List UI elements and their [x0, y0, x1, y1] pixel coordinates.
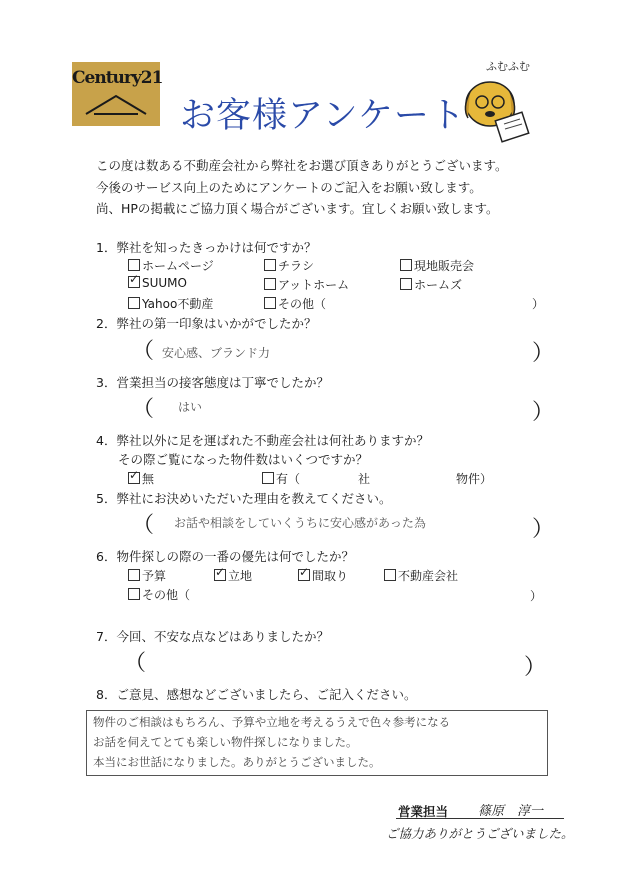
q2-close-paren: ）	[532, 341, 555, 366]
checkbox[interactable]	[128, 588, 140, 600]
page-title: お客様アンケート	[180, 96, 466, 136]
mascot-caption: ふむふむ	[486, 60, 530, 73]
question-6: 6．物件探しの際の一番の優先は何でしたか？	[96, 549, 354, 564]
question-5: 5．弊社にお決めいただいた理由を教えてください。	[96, 491, 392, 506]
q6-option-layout[interactable]: ✓ 間取り	[298, 567, 348, 584]
checkbox-checked[interactable]	[298, 569, 310, 581]
q5-open-paren: （	[132, 513, 155, 538]
q4-unit-property: 物件）	[456, 472, 493, 486]
q4-unit-company: 社	[358, 472, 371, 486]
q6-option-agency[interactable]: 不動産会社	[384, 567, 458, 584]
logo-text: Century21	[72, 68, 163, 88]
comment-box[interactable]	[86, 710, 548, 776]
checkbox[interactable]	[264, 259, 276, 271]
q3-answer[interactable]: はい	[178, 400, 203, 414]
q6-option-budget[interactable]: 予算	[128, 567, 166, 584]
thanks-message: ご協力ありがとうございました。	[386, 826, 574, 841]
sales-rep-name: 篠原 淳一	[478, 804, 544, 819]
checkbox[interactable]	[264, 278, 276, 290]
q2-open-paren: （	[132, 339, 155, 364]
q7-close-paren: ）	[524, 655, 547, 680]
q7-open-paren: （	[124, 651, 147, 676]
q2-answer[interactable]: 安心感、ブランド力	[162, 346, 271, 360]
checkbox[interactable]	[400, 259, 412, 271]
q6-option-location[interactable]: ✓ 立地	[214, 567, 252, 584]
q6-other-close: ）	[530, 589, 543, 603]
checkbox[interactable]	[128, 569, 140, 581]
checkbox-checked[interactable]	[128, 276, 140, 288]
question-4: 4．弊社以外に足を運ばれた不動産会社は何社ありますか？	[96, 433, 429, 448]
question-2: 2．弊社の第一印象はいかがでしたか？	[96, 316, 317, 331]
q1-option-yahoo[interactable]: Yahoo不動産	[128, 295, 213, 312]
q3-close-paren: ）	[532, 400, 555, 425]
checkbox[interactable]	[264, 297, 276, 309]
intro-line-1: この度は数ある不動産会社から弊社をお選び頂きありがとうございます。	[96, 158, 508, 173]
dog-reading-icon	[452, 58, 542, 148]
comment-line-2: お話を伺えてとても楽しい物件探しになりました。	[93, 735, 358, 749]
sales-rep-label: 営業担当	[398, 804, 449, 819]
q1-option-athome[interactable]: アットホーム	[264, 276, 349, 293]
q1-option-open-house[interactable]: 現地販売会	[400, 257, 474, 274]
intro-line-3: 尚、HPの掲載にご協力頂く場合がございます。宜しくお願い致します。	[96, 201, 499, 216]
q1-option-homes[interactable]: ホームズ	[400, 276, 462, 293]
comment-line-3: 本当にお世話になりました。ありがとうございました。	[93, 755, 381, 769]
question-7: 7．今回、不安な点などはありましたか？	[96, 629, 329, 644]
q4-option-yes[interactable]: 有（	[262, 470, 300, 487]
checkbox-checked[interactable]	[128, 472, 140, 484]
q5-close-paren: ）	[532, 517, 555, 542]
q1-option-other[interactable]: その他（	[264, 295, 326, 312]
checkbox[interactable]	[262, 472, 274, 484]
signature-underline	[396, 818, 564, 819]
q1-option-flyer[interactable]: チラシ	[264, 257, 314, 274]
checkbox[interactable]	[128, 297, 140, 309]
checkbox[interactable]	[128, 259, 140, 271]
q1-option-suumo[interactable]: ✓SUUMO	[128, 276, 187, 290]
q1-option-homepage[interactable]: ホームページ	[128, 257, 214, 274]
checkbox[interactable]	[400, 278, 412, 290]
question-1: 1．弊社を知ったきっかけは何ですか？	[96, 240, 317, 255]
question-4-sub: その際ご覧になった物件数はいくつですか？	[118, 452, 369, 467]
intro-line-2: 今後のサービス向上のためにアンケートのご記入をお願い致します。	[96, 180, 482, 195]
q4-option-none[interactable]: ✓無	[128, 470, 154, 487]
checkbox-checked[interactable]	[214, 569, 226, 581]
q5-answer[interactable]: お話や相談をしていくうちに安心感があった為	[174, 516, 426, 530]
century21-logo	[72, 62, 163, 126]
q3-open-paren: （	[132, 397, 155, 422]
q1-other-close: ）	[532, 297, 545, 311]
q6-option-other[interactable]: その他（	[128, 586, 190, 603]
question-3: 3．営業担当の接客態度は丁寧でしたか？	[96, 375, 329, 390]
question-8: 8．ご意見、感想などございましたら、ご記入ください。	[96, 687, 417, 702]
checkbox[interactable]	[384, 569, 396, 581]
comment-line-1: 物件のご相談はもちろん、予算や立地を考えるうえで色々参考になる	[93, 715, 451, 729]
house-roof-icon	[82, 92, 150, 118]
